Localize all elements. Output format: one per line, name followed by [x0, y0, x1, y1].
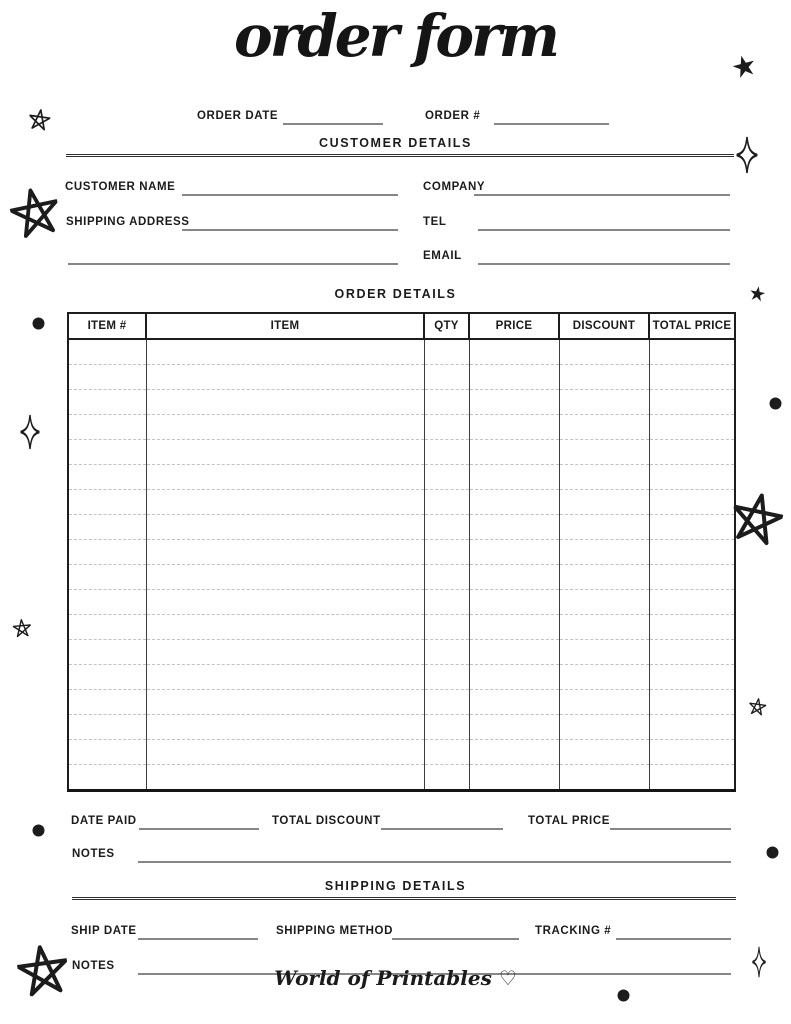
- shipping-address-line[interactable]: [182, 229, 398, 231]
- dot-icon: [32, 824, 45, 837]
- shipping-details-heading: SHIPPING DETAILS: [324, 879, 467, 893]
- column-header: DISCOUNT: [559, 313, 649, 339]
- table-row: [68, 690, 735, 715]
- blank-cell: [424, 465, 469, 490]
- shipping-method-line[interactable]: [392, 938, 519, 940]
- table-row: [68, 415, 735, 440]
- blank-cell: [424, 715, 469, 740]
- blank-cell: [146, 615, 424, 640]
- blank-cell: [469, 765, 559, 791]
- doodle-star-icon: [27, 107, 51, 131]
- table-header-row: [68, 313, 735, 339]
- blank-cell: [649, 715, 735, 740]
- table-header: [68, 313, 735, 339]
- order-details-heading: ORDER DETAILS: [334, 287, 457, 301]
- shipping-address-label: SHIPPING ADDRESS: [66, 216, 190, 228]
- blank-cell: [559, 715, 649, 740]
- ship-date-label: SHIP DATE: [71, 925, 137, 937]
- blank-cell: [146, 590, 424, 615]
- blank-cell: [424, 740, 469, 765]
- blank-cell: [68, 565, 146, 590]
- blank-cell: [68, 690, 146, 715]
- table-body: [68, 339, 735, 791]
- blank-cell: [146, 490, 424, 515]
- blank-cell: [424, 540, 469, 565]
- blank-cell: [424, 440, 469, 465]
- blank-cell: [424, 690, 469, 715]
- blank-cell: [649, 540, 735, 565]
- notes-line[interactable]: [138, 861, 731, 863]
- blank-cell: [649, 490, 735, 515]
- blank-cell: [146, 440, 424, 465]
- blank-cell: [559, 415, 649, 440]
- blank-cell: [469, 365, 559, 390]
- table-row: [68, 339, 735, 365]
- blank-cell: [68, 665, 146, 690]
- blank-cell: [68, 415, 146, 440]
- dot-icon: [769, 397, 782, 410]
- blank-cell: [68, 615, 146, 640]
- customer-details-heading: CUSTOMER DETAILS: [319, 136, 472, 150]
- blank-cell: [469, 715, 559, 740]
- blank-cell: [559, 440, 649, 465]
- table-row: [68, 365, 735, 390]
- blank-cell: [559, 490, 649, 515]
- table-row: [68, 640, 735, 665]
- blank-cell: [469, 415, 559, 440]
- table-row: [68, 515, 735, 540]
- blank-cell: [68, 740, 146, 765]
- blank-cell: [559, 665, 649, 690]
- blank-cell: [68, 390, 146, 415]
- blank-cell: [424, 665, 469, 690]
- tracking-number-line[interactable]: [616, 938, 731, 940]
- shipping-address-line-2[interactable]: [68, 263, 398, 265]
- blank-cell: [469, 690, 559, 715]
- company-line[interactable]: [474, 194, 730, 196]
- total-discount-label: TOTAL DISCOUNT: [272, 815, 381, 827]
- blank-cell: [469, 390, 559, 415]
- blank-cell: [469, 440, 559, 465]
- doodle-star-icon: [12, 618, 32, 638]
- blank-cell: [146, 415, 424, 440]
- column-header: PRICE: [469, 313, 559, 339]
- table-row: [68, 440, 735, 465]
- total-discount-line[interactable]: [381, 828, 503, 830]
- customer-name-label: CUSTOMER NAME: [65, 181, 176, 193]
- blank-cell: [649, 590, 735, 615]
- blank-cell: [68, 590, 146, 615]
- blank-cell: [649, 415, 735, 440]
- blank-cell: [469, 515, 559, 540]
- blank-cell: [649, 690, 735, 715]
- blank-cell: [649, 640, 735, 665]
- blank-cell: [559, 339, 649, 365]
- total-price-line[interactable]: [610, 828, 731, 830]
- total-price-label: TOTAL PRICE: [528, 815, 610, 827]
- blank-cell: [424, 490, 469, 515]
- blank-cell: [68, 765, 146, 791]
- blank-cell: [146, 540, 424, 565]
- table-row: [68, 715, 735, 740]
- blank-cell: [146, 665, 424, 690]
- blank-cell: [146, 465, 424, 490]
- blank-cell: [424, 339, 469, 365]
- blank-cell: [424, 590, 469, 615]
- order-number-line[interactable]: [494, 123, 609, 125]
- blank-cell: [68, 465, 146, 490]
- ship-date-line[interactable]: [138, 938, 258, 940]
- table-row: [68, 590, 735, 615]
- blank-cell: [146, 365, 424, 390]
- order-date-label: ORDER DATE: [197, 110, 279, 122]
- brand-footer: World of Printables ♡: [274, 966, 517, 990]
- table-row: [68, 490, 735, 515]
- column-header: TOTAL PRICE: [649, 313, 735, 339]
- table-row: [68, 390, 735, 415]
- blank-cell: [559, 690, 649, 715]
- date-paid-label: DATE PAID: [71, 815, 137, 827]
- table-row: [68, 615, 735, 640]
- table-row: [68, 740, 735, 765]
- blank-cell: [649, 339, 735, 365]
- column-header: ITEM #: [68, 313, 146, 339]
- table-row: [68, 565, 735, 590]
- tel-label: TEL: [423, 216, 447, 228]
- dot-icon: [766, 846, 779, 859]
- blank-cell: [469, 490, 559, 515]
- blank-cell: [68, 339, 146, 365]
- blank-cell: [469, 740, 559, 765]
- blank-cell: [649, 465, 735, 490]
- blank-cell: [469, 339, 559, 365]
- blank-cell: [424, 640, 469, 665]
- blank-cell: [559, 615, 649, 640]
- table-row: [68, 765, 735, 791]
- email-line[interactable]: [478, 263, 730, 265]
- blank-cell: [559, 640, 649, 665]
- blank-cell: [146, 715, 424, 740]
- blank-cell: [146, 515, 424, 540]
- column-header: QTY: [424, 313, 469, 339]
- blank-cell: [649, 515, 735, 540]
- blank-cell: [146, 765, 424, 791]
- blank-cell: [469, 540, 559, 565]
- blank-cell: [146, 339, 424, 365]
- blank-cell: [469, 615, 559, 640]
- shipping-notes-label: NOTES: [72, 960, 115, 972]
- blank-cell: [68, 365, 146, 390]
- table-row: [68, 540, 735, 565]
- blank-cell: [424, 415, 469, 440]
- blank-cell: [424, 365, 469, 390]
- email-label: EMAIL: [423, 250, 462, 262]
- blank-cell: [68, 490, 146, 515]
- table-row: [68, 665, 735, 690]
- page-title: order form: [233, 2, 557, 70]
- blank-cell: [424, 765, 469, 791]
- blank-cell: [146, 390, 424, 415]
- blank-cell: [146, 565, 424, 590]
- blank-cell: [469, 565, 559, 590]
- blank-cell: [424, 515, 469, 540]
- table-row: [68, 465, 735, 490]
- blank-cell: [469, 640, 559, 665]
- blank-cell: [649, 740, 735, 765]
- blank-cell: [68, 515, 146, 540]
- doodle-star-icon: [747, 696, 766, 715]
- blank-cell: [146, 640, 424, 665]
- blank-cell: [649, 565, 735, 590]
- blank-cell: [559, 565, 649, 590]
- blank-cell: [68, 640, 146, 665]
- date-paid-line[interactable]: [139, 828, 259, 830]
- blank-cell: [469, 590, 559, 615]
- blank-cell: [649, 390, 735, 415]
- customer-details-rule: [66, 154, 734, 157]
- blank-cell: [559, 540, 649, 565]
- blank-cell: [649, 365, 735, 390]
- blank-cell: [424, 390, 469, 415]
- blank-cell: [559, 365, 649, 390]
- blank-cell: [146, 740, 424, 765]
- blank-cell: [469, 465, 559, 490]
- notes-label: NOTES: [72, 848, 115, 860]
- sparkle-icon: [20, 414, 40, 450]
- company-label: COMPANY: [423, 181, 486, 193]
- blank-cell: [559, 390, 649, 415]
- scribble-star-icon: [727, 488, 786, 547]
- blank-cell: [424, 565, 469, 590]
- tel-line[interactable]: [478, 229, 730, 231]
- blank-cell: [559, 765, 649, 791]
- order-date-line[interactable]: [283, 123, 383, 125]
- blank-cell: [469, 665, 559, 690]
- blank-cell: [559, 515, 649, 540]
- blank-cell: [68, 540, 146, 565]
- blank-cell: [649, 765, 735, 791]
- blank-cell: [649, 615, 735, 640]
- blank-cell: [559, 465, 649, 490]
- blank-cell: [649, 665, 735, 690]
- column-header: ITEM: [146, 313, 424, 339]
- dot-icon: [32, 317, 45, 330]
- blank-cell: [146, 690, 424, 715]
- blank-cell: [559, 740, 649, 765]
- order-items-table: [67, 312, 736, 792]
- blank-cell: [68, 440, 146, 465]
- blank-cell: [424, 615, 469, 640]
- blank-cell: [649, 440, 735, 465]
- shipping-method-label: SHIPPING METHOD: [276, 925, 393, 937]
- dot-icon: [617, 989, 630, 1002]
- order-number-label: ORDER #: [425, 110, 481, 122]
- blank-cell: [68, 715, 146, 740]
- customer-name-line[interactable]: [182, 194, 398, 196]
- blank-cell: [559, 590, 649, 615]
- shipping-details-rule: [72, 897, 736, 900]
- scribble-star-icon: [7, 184, 64, 241]
- tracking-number-label: TRACKING #: [535, 925, 612, 937]
